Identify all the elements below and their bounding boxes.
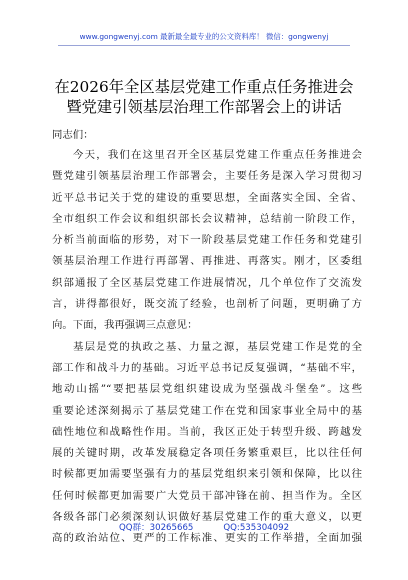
body-line: 础性地位和战略性作用。当前，我区正处于转型升级、跨越发 — [52, 425, 362, 438]
body-line: 重要论述深刻揭示了基层党建工作在党和国家事业全局中的基 — [52, 404, 362, 417]
body-line: 分析当前面临的形势，对下一阶段基层党建工作任务和党建引 — [52, 234, 362, 247]
footer-qq: QQ:535304092 — [223, 523, 290, 533]
body-line: 展的关键时期，改革发展稳定各项任务繁重艰巨，比以往任何 — [52, 447, 362, 460]
document-body — [52, 145, 362, 550]
body-line: 全市组织工作会议和组织部长会议精神，总结前一阶段工作， — [52, 212, 362, 225]
body-line: 今天，我们在这里召开全区基层党建工作重点任务推进会 — [73, 149, 362, 161]
page-header: www.gongwenyj.com 最新最全最专业的公文资料库！ 微信：gongwenyj — [79, 32, 329, 41]
body-line: 高的政治站位、更严的工作标准、更实的工作举措，全面加强 — [52, 532, 362, 545]
body-line: 近平总书记关于党的建设的重要思想，全面落实全国、全省、 — [52, 191, 362, 204]
body-line: 地动山摇”“要把基层党组织建设成为坚强战斗堡垒”。这些 — [52, 383, 362, 396]
document-title-line-1: 在2026年全区基层党建工作重点任务推进会 — [54, 78, 354, 96]
body-line: 任何时候都更加需要广大党员干部冲锋在前、担当作为。全区 — [52, 489, 362, 502]
body-line: 言，讲得都很好，既交流了经验，也剖析了问题，更明确了方 — [52, 298, 362, 311]
document-title-line-2: 暨党建引领基层治理工作部署会上的讲话 — [66, 98, 342, 116]
body-line: 领基层治理工作进行再部署、再推进、再落实。刚才，区委组 — [52, 255, 362, 268]
body-line: 部工作和战斗力的基础。习近平总书记反复强调，“基础不牢， — [52, 361, 362, 374]
body-line: 各级各部门必须深刻认识做好基层党建工作的重大意义，以更 — [52, 511, 362, 524]
body-line: 时候都更加需要坚强有力的基层党组织来引领和保障，比以往 — [52, 468, 362, 481]
body-line: 向。下面，我再强调三点意见： — [52, 319, 198, 332]
page-footer — [0, 521, 408, 533]
salutation: 同志们： — [52, 129, 94, 141]
footer-qq-group: QQ群：30265665 — [118, 523, 194, 533]
body-line: 基层是党的执政之基、力量之源，基层党建工作是党的全 — [73, 340, 362, 353]
header-divider — [58, 45, 350, 46]
body-line: 织部通报了全区基层党建工作进展情况，几个单位作了交流发 — [52, 276, 362, 289]
body-line: 暨党建引领基层治理工作部署会，主要任务是深入学习贯彻习 — [52, 170, 362, 183]
